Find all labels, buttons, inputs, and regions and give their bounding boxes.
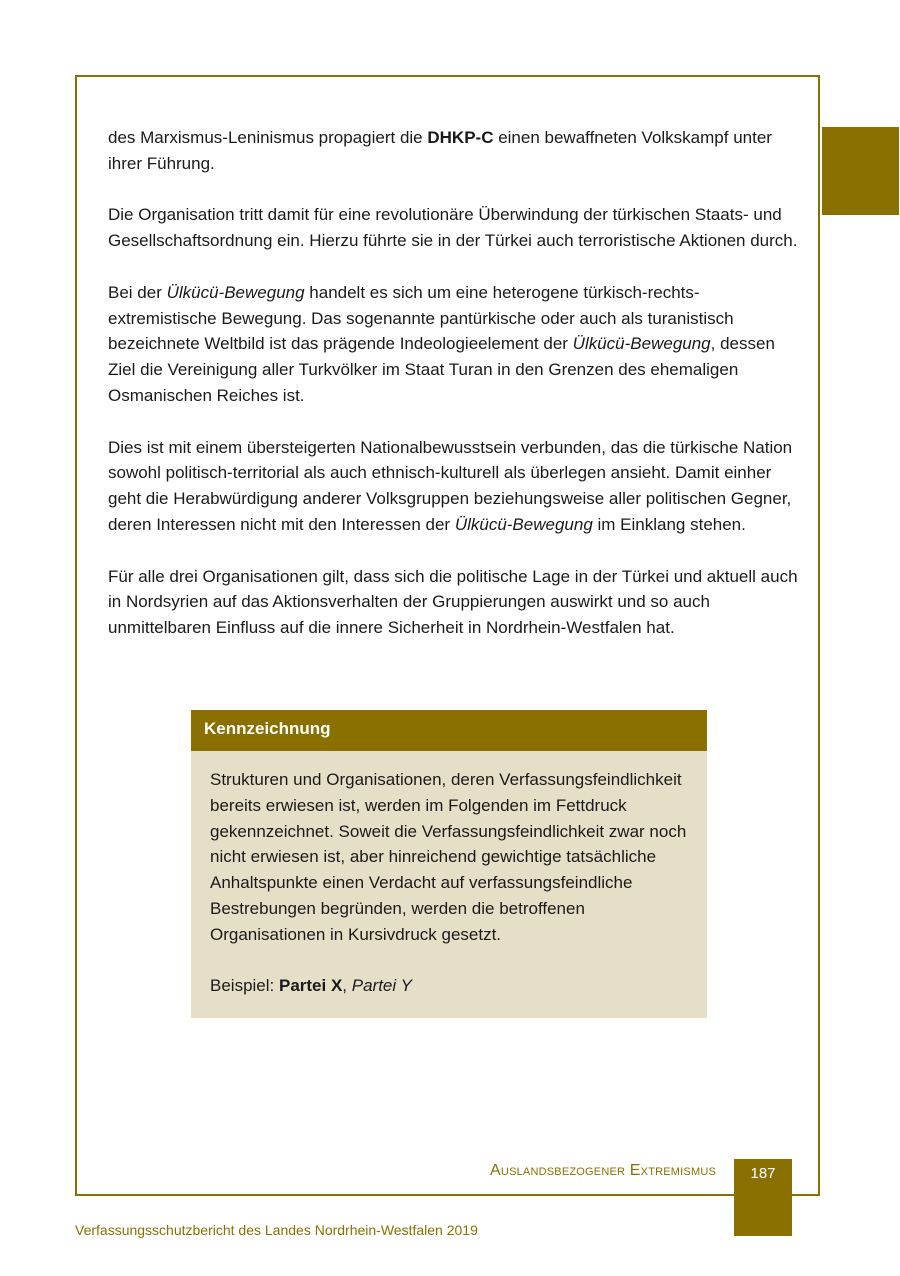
paragraph-1: des Marxismus-Leninismus propagiert die DHKP-C einen bewaffneten Volkskampf unter ihrer Führung. <box>108 128 772 173</box>
page-number-box <box>734 1159 792 1236</box>
paragraph-3: Bei der Ülkücü-Bewegung handelt es sich um eine heterogene türkisch-rechts-extremistische Bewegung. Das sogenannte pantürkische oder auch als turanistisch bezeichnete Weltbild ist das prägende Indeologieelement der Ülkücü-Bewegung, dessen Ziel die Vereinigung aller Turkvölker im Staat Turan in den Grenzen des ehemaligen Osmanischen Reiches ist. <box>108 282 775 405</box>
paragraph-5: Für alle drei Organisationen gilt, dass sich die politische Lage in der Türkei und aktuell auch in Nordsyrien auf das Aktionsverhalten der Gruppierungen auswirkt und so auch unmittelbaren Einfluss auf die innere Sicherheit in Nordrhein-Westfalen hat. <box>108 566 798 638</box>
chapter-tab <box>822 127 899 215</box>
italic-term: Ülkücü-Bewegung <box>166 282 305 302</box>
italic-term: Ülkücü-Bewegung <box>572 334 711 354</box>
info-box-title: Kennzeichnung <box>191 710 707 751</box>
info-box <box>191 710 707 1018</box>
body-text <box>108 125 798 667</box>
running-head: Auslandsbezogener Extremismus <box>490 1162 716 1179</box>
paragraph-4: Dies ist mit einem übersteigerten Nationalbewusstsein verbunden, das die türkische Nation sowohl politisch-territorial als auch ethnisch-kulturell als überlegen ansieht. Damit einher geht die Herabwürdigung anderer Volksgruppen beziehungsweise aller politischen Gegner, deren Interessen nicht mit den Interessen der Ülkücü-Bewegung im Einklang stehen. <box>108 437 793 534</box>
info-box-body <box>191 751 707 999</box>
bold-term: DHKP-C <box>427 128 494 147</box>
footer-text: Verfassungsschutzbericht des Landes Nordrhein-Westfalen 2019 <box>75 1222 478 1238</box>
info-box-text: Strukturen und Organisationen, deren Verfassungsfeindlichkeit bereits erwiesen ist, werden im Folgenden im Fettdruck gekennzeichnet. Soweit die Verfassungsfeindlichkeit zwar noch nicht erwiesen ist, aber hinreichend gewichtige tatsächliche Anhaltspunkte einen Verdacht auf verfassungsfeindliche Bestrebungen begründen, werden die betroffenen Organisationen in Kursivdruck gesetzt. <box>210 770 687 944</box>
italic-term: Ülkücü-Bewegung <box>454 514 593 534</box>
page-number: 187 <box>750 1165 776 1182</box>
info-box-example: Beispiel: Partei X, Partei Y <box>210 976 412 996</box>
paragraph-2: Die Organisation tritt damit für eine revolutionäre Überwindung der türkischen Staats- und Gesellschaftsordnung ein. Hierzu führte sie in der Türkei auch terroristische Aktionen durch. <box>108 205 798 251</box>
